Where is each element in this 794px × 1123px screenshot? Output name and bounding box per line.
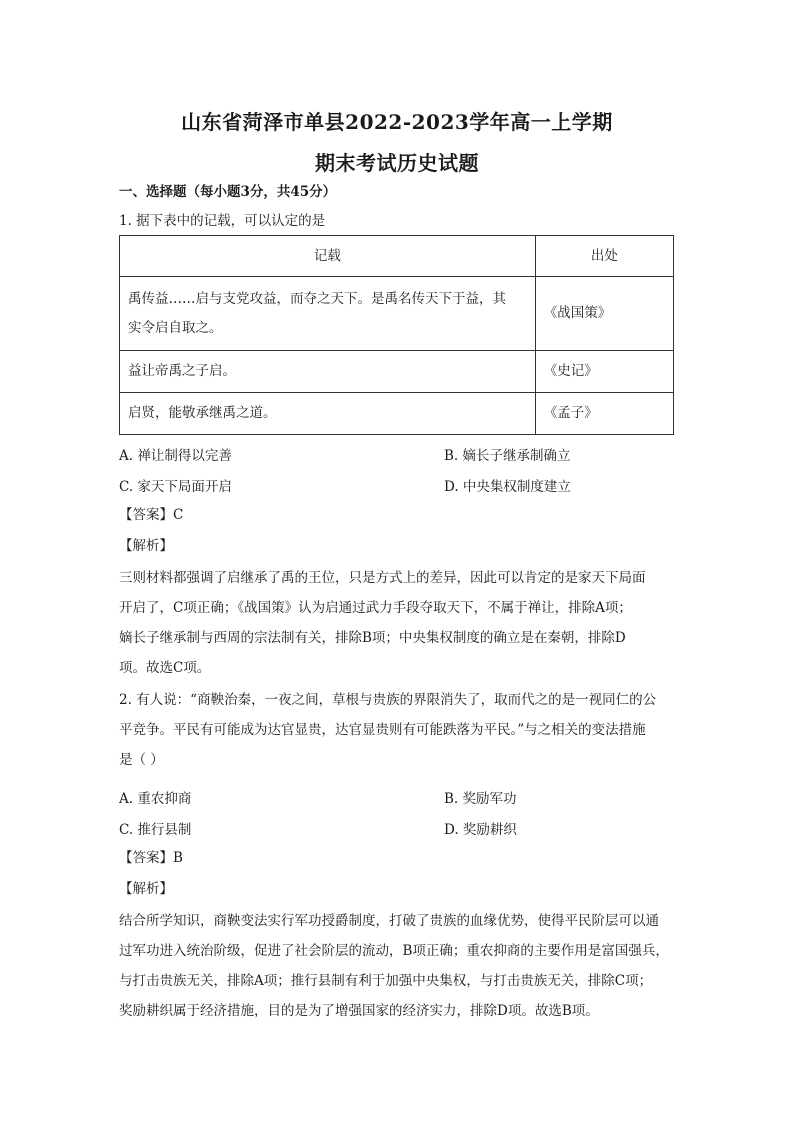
q1-stem: 1. 据下表中的记载，可以认定的是 xyxy=(119,213,326,229)
record-line: 实令启自取之。 xyxy=(128,319,223,336)
analysis-line: 过军功进入统治阶级，促进了社会阶层的流动，B项正确；重农抑商的主要作用是富国强兵， xyxy=(119,943,669,959)
table-cell-source: 《史记》 xyxy=(535,351,673,393)
q1-option-c: C. 家天下局面开启 xyxy=(119,479,232,495)
table-header-source: 出处 xyxy=(535,236,673,277)
table-cell-record xyxy=(120,277,536,351)
exam-title-line1: 山东省菏泽市单县2022-2023学年高一上学期 xyxy=(181,110,613,134)
table-cell-record: 益让帝禹之子启。 xyxy=(120,351,536,393)
analysis-line: 嫡长子继承制与西周的宗法制有关，排除B项；中央集权制度的确立是在秦朝，排除D xyxy=(119,630,626,646)
table-header-record: 记载 xyxy=(120,236,536,277)
table-cell-record: 启贤，能敬承继禹之道。 xyxy=(120,393,536,435)
q2-option-d: D. 奖励耕织 xyxy=(444,822,517,838)
q1-option-d: D. 中央集权制度建立 xyxy=(444,479,571,495)
table-row xyxy=(120,393,674,435)
q1-option-a: A. 禅让制得以完善 xyxy=(119,448,232,464)
analysis-line: 开启了，C项正确；《战国策》认为启通过武力手段夺取天下，不属于禅让，排除A项； xyxy=(119,600,632,616)
table-header-row xyxy=(120,236,674,277)
q2-analysis-label: 【解析】 xyxy=(119,881,173,897)
q1-analysis xyxy=(119,563,679,683)
section-heading: 一、选择题（每小题3分，共45分） xyxy=(119,184,337,200)
stem-line: 平竞争。平民有可能成为达官显贵，达官显贵则有可能跌落为平民。”与之相关的变法措施 xyxy=(119,722,646,738)
q2-analysis xyxy=(119,906,679,1026)
analysis-line: 结合所学知识，商鞅变法实行军功授爵制度，打破了贵族的血缘优势，使得平民阶层可以通 xyxy=(119,913,659,929)
q1-records-table xyxy=(119,235,674,435)
q2-option-b: B. 奖励军功 xyxy=(444,791,517,807)
table-row xyxy=(120,351,674,393)
q2-option-a: A. 重农抑商 xyxy=(119,791,192,807)
exam-title-line2: 期末考试历史试题 xyxy=(315,151,479,175)
q2-stem xyxy=(119,685,679,775)
table-cell-source: 《战国策》 xyxy=(535,277,673,351)
q1-option-b: B. 嫡长子继承制确立 xyxy=(444,448,571,464)
analysis-line: 三则材料都强调了启继承了禹的王位，只是方式上的差异，因此可以肯定的是家天下局面 xyxy=(119,570,646,586)
q2-answer: 【答案】B xyxy=(119,850,183,866)
analysis-line: 项。故选C项。 xyxy=(119,660,211,676)
stem-line: 2. 有人说：“商鞅治秦，一夜之间，草根与贵族的界限消失了，取而代之的是一视同仁的公 xyxy=(119,692,657,708)
stem-line: 是（ ） xyxy=(119,752,164,768)
record-line: 禹传益……启与支党攻益，而夺之天下。是禹名传天下于益，其 xyxy=(128,290,506,307)
q1-analysis-label: 【解析】 xyxy=(119,538,173,554)
analysis-line: 与打击贵族无关，排除A项；推行县制有利于加强中央集权，与打击贵族无关，排除C项； xyxy=(119,973,653,989)
table-row xyxy=(120,277,674,351)
q2-option-c: C. 推行县制 xyxy=(119,822,192,838)
table-cell-source: 《孟子》 xyxy=(535,393,673,435)
analysis-line: 奖励耕织属于经济措施，目的是为了增强国家的经济实力，排除D项。故选B项。 xyxy=(119,1003,599,1019)
q1-answer: 【答案】C xyxy=(119,507,184,523)
